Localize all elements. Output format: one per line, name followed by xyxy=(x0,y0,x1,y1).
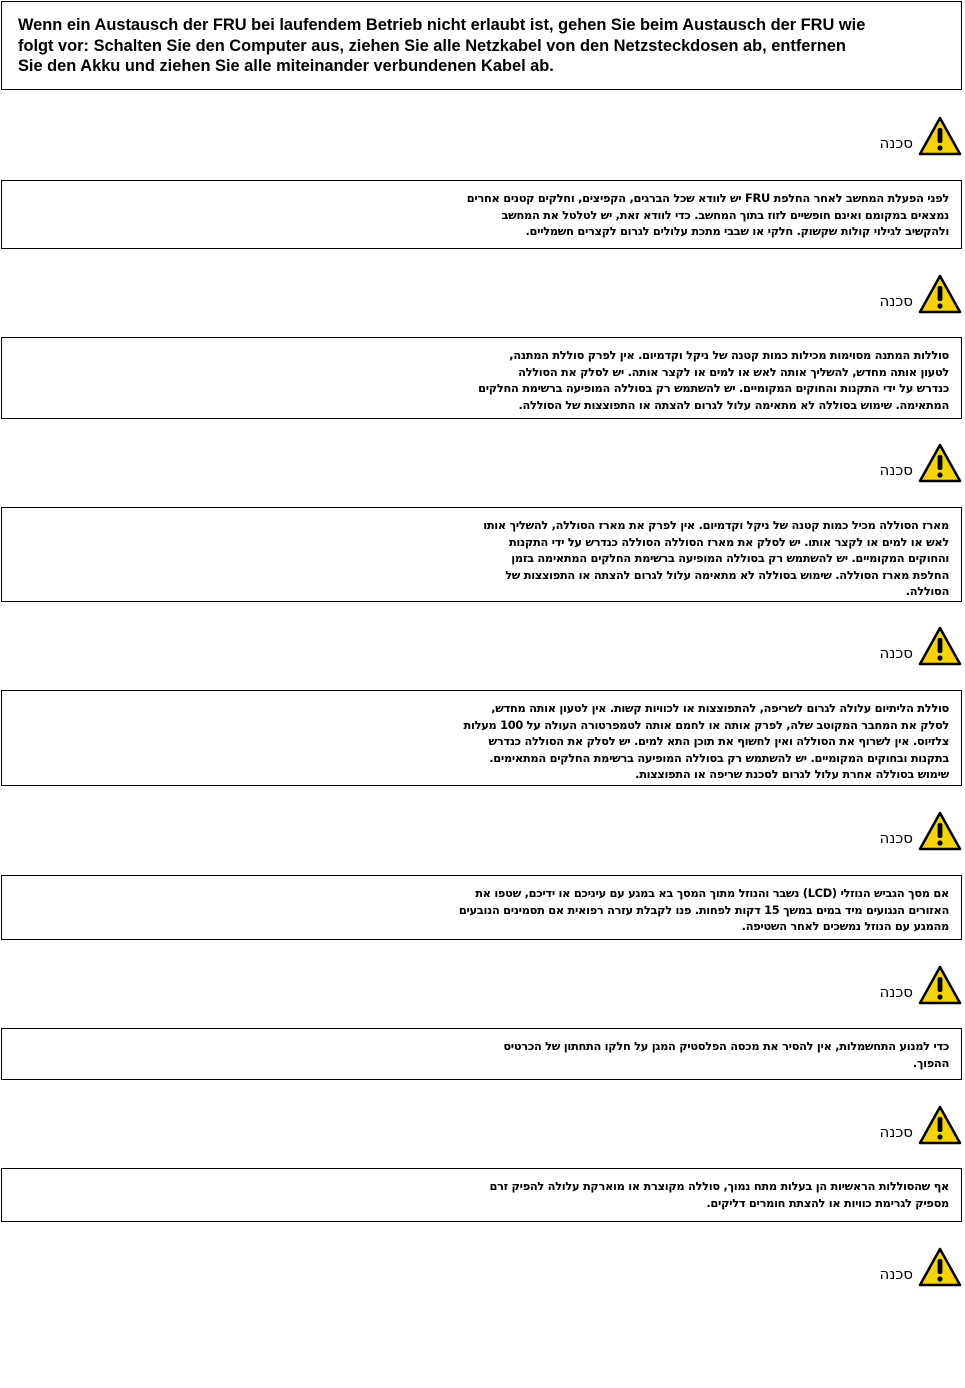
warning-triangle-icon xyxy=(917,964,963,1006)
notice-line: המתאימה. שימוש בסוללה לא מתאימה עלול לגרום להצתה או התפוצצות של הסוללה. xyxy=(518,397,949,412)
notice-line: ההפוך. xyxy=(912,1055,949,1070)
caution-notice-box xyxy=(1,507,962,602)
notice-line: לאש או למים או לקצר אותו. יש לסלק את מארז הסוללה הסוללה כנדרש על ידי התקנות xyxy=(508,534,949,549)
warning-triangle-icon xyxy=(917,273,963,315)
caution-notice-box xyxy=(1,337,962,419)
caution-header xyxy=(880,114,963,158)
caution-label: סכנה xyxy=(879,134,913,152)
caution-label: סכנה xyxy=(879,1265,913,1283)
notice-line: לסלק את המחבר המקוטב שלה, לפרק אותה או לחמם אותה לטמפרטורה העולה על 100 מעלות xyxy=(463,717,949,732)
notice-line: שימוש בסוללה אחרת עלול לגרום לסכנת שריפה או התפוצצות. xyxy=(635,767,949,782)
caution-label: סכנה xyxy=(879,983,913,1001)
caution-header xyxy=(880,441,963,485)
caution-header xyxy=(880,624,963,668)
notice-line: מספיק לגרימת כוויות או להצתת חומרים דליקים. xyxy=(706,1195,949,1210)
warning-triangle-icon xyxy=(917,810,963,852)
notice-line: האזורים הנגועים מיד במים במשך 15 דקות לפחות. פנו לקבלת עזרה רפואית אם תסמינים הנובעים xyxy=(458,902,949,917)
intro-line: Sie den Akku und ziehen Sie alle miteinander verbundenen Kabel ab. xyxy=(18,57,554,75)
notice-line: והחוקים המקומיים. יש להשתמש רק בסוללה המופיעה ברשימת החלקים המתאימה בזמן xyxy=(511,551,949,566)
intro-notice xyxy=(1,1,962,90)
warning-triangle-icon xyxy=(917,442,963,484)
notice-line: מארז הסוללה מכיל כמות קטנה של ניקל וקדמיום. אין לפרק את מארז הסוללה, להשליך אותו xyxy=(483,518,949,532)
caution-notice-box xyxy=(1,690,962,786)
caution-header xyxy=(880,1103,963,1147)
notice-line: סוללות המתנה מסוימות מכילות כמות קטנה של ניקל וקדמיום. אין לפרק סוללת המתנה, xyxy=(509,348,949,362)
caution-label: סכנה xyxy=(879,461,913,479)
warning-triangle-icon xyxy=(917,1246,963,1288)
notice-line: אף שהסוללות הראשיות הן בעלות מתח נמוך, סוללה מקוצרת או מוארקת עלולה להפיק זרם xyxy=(489,1179,949,1193)
caution-header xyxy=(880,809,963,853)
caution-header xyxy=(880,1245,963,1289)
caution-label: סכנה xyxy=(879,644,913,662)
caution-label: סכנה xyxy=(879,292,913,310)
caution-notice-box xyxy=(1,1168,962,1222)
notice-line: צלזיוס. אין לשרוף את הסוללה ואין לחשוף את תוכן התא למים. יש לסלק את הסוללה כנדרש xyxy=(488,734,949,749)
caution-header xyxy=(880,963,963,1007)
notice-line: בתקנות ובחוקים המקומיים. יש להשתמש רק בסוללה המופיעה ברשימת החלקים המתאימים. xyxy=(489,750,949,765)
intro-line: folgt vor: Schalten Sie den Computer aus, ziehen Sie alle Netzkabel von den Netzsteckdosen ab, entfernen xyxy=(18,36,846,55)
notice-line: כנדרש על ידי התקנות והחוקים המקומיים. יש להשתמש רק בסוללה המופיעה ברשימת החלקים xyxy=(478,381,949,396)
notice-line: לפני הפעלת המחשב לאחר החלפת FRU יש לוודא שכל הברגים, הקפיצים, וחלקים קטנים אחרים xyxy=(466,191,949,205)
notice-line: סוללת הליתיום עלולה לגרום לשריפה, להתפוצצות או לכוויות קשות. אין לטעון אותה מחדש, xyxy=(491,701,949,715)
warning-triangle-icon xyxy=(917,1104,963,1146)
notice-line: מהמגע עם הנוזל נמשכים לאחר השטיפה. xyxy=(741,919,949,934)
warning-triangle-icon xyxy=(917,115,963,157)
caution-notice-box xyxy=(1,1028,962,1080)
notice-line: החלפת מארז הסוללה. שימוש בסוללה לא מתאימה עלול לגרום להצתה או התפוצצות של xyxy=(505,567,949,582)
notice-line: נמצאים במקומם ואינם חופשיים לזוז בתוך המחשב. כדי לוודא זאת, יש לטלטל את המחשב xyxy=(501,207,949,222)
caution-header xyxy=(880,272,963,316)
caution-notice-box xyxy=(1,875,962,940)
notice-line: לטעון אותה מחדש, להשליך אותה לאש או למים או לקצר אותה. יש לסלק את הסוללה xyxy=(518,364,949,379)
caution-label: סכנה xyxy=(879,829,913,847)
intro-line: Wenn ein Austausch der FRU bei laufendem Betrieb nicht erlaubt ist, gehen Sie beim Austausch der FRU wie xyxy=(18,16,866,34)
caution-label: סכנה xyxy=(879,1123,913,1141)
notice-line: הסוללה. xyxy=(905,584,949,599)
notice-line: כדי למנוע התחשמלות, אין להסיר את מכסה הפלסטיק המגן על חלקו התחתון של הכרטיס xyxy=(503,1039,949,1053)
caution-notice-box xyxy=(1,180,962,249)
warning-triangle-icon xyxy=(917,625,963,667)
notice-line: אם מסך הגביש הנוזלי (LCD) נשבר והנוזל מתוך המסך בא במגע עם עיניכם או ידיכם, שטפו את xyxy=(475,886,949,900)
notice-line: ולהקשיב לגילוי קולות שקשוק. חלקי או שבבי מתכת עלולים לגרום לקצרים חשמליים. xyxy=(525,224,949,239)
